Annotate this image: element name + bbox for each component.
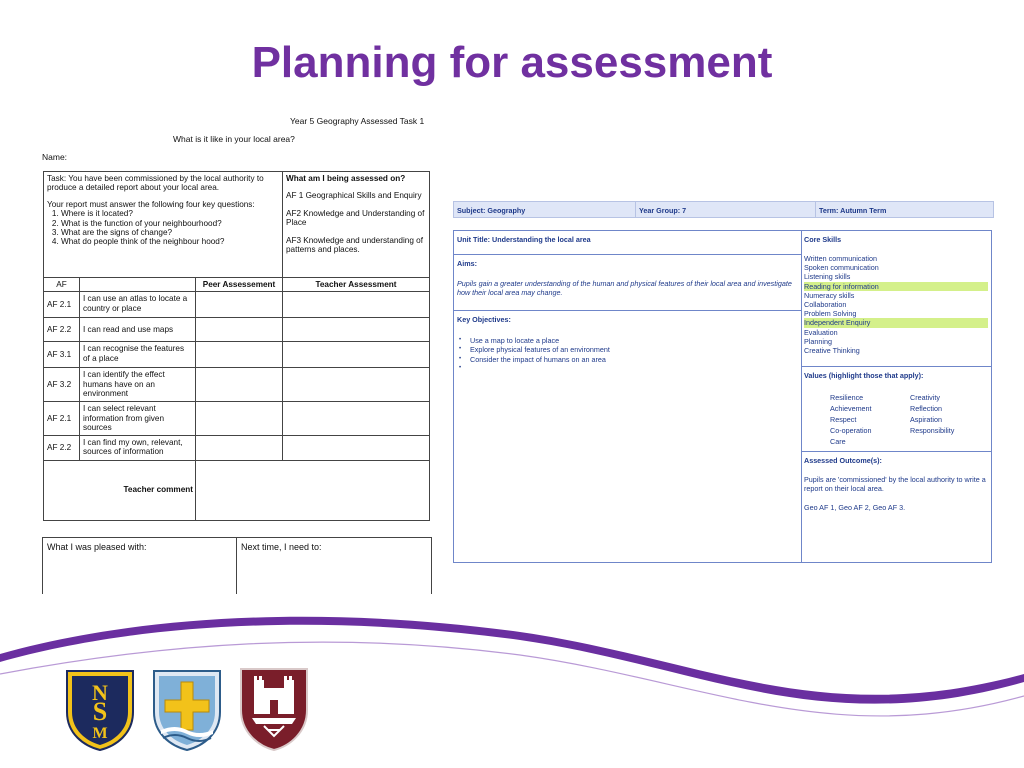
criteria-item: AF2 Knowledge and Understanding of Place — [286, 208, 425, 228]
peer-cell[interactable] — [196, 342, 283, 368]
af-header: AF — [44, 278, 80, 292]
values-section — [801, 366, 991, 451]
feedback-box — [42, 537, 432, 594]
statement: I can recognise the features of a place — [80, 342, 196, 368]
core-skills-list — [804, 254, 988, 355]
value-item: Aspiration — [910, 415, 942, 424]
value-item: Achievement — [830, 404, 872, 413]
core-skill-item: Spoken communication — [804, 263, 879, 273]
teacher-cell[interactable] — [283, 342, 430, 368]
objectives-list — [457, 336, 798, 364]
teacher-header: Teacher Assessment — [283, 278, 430, 292]
key-questions-list — [47, 209, 279, 247]
term: Term: Autumn Term — [819, 206, 887, 215]
assessment-table — [43, 171, 430, 521]
objective-item: • Use a map to locate a place — [457, 336, 798, 345]
outcome-label: Assessed Outcome(s): — [804, 456, 882, 465]
aims-section — [454, 254, 801, 310]
svg-text:N: N — [92, 680, 108, 705]
next-time-field[interactable] — [237, 538, 326, 594]
af-code: AF 3.1 — [44, 342, 80, 368]
teacher-comment-row — [44, 460, 430, 520]
statement: I can use an atlas to locate a country or place — [80, 292, 196, 318]
task-description — [44, 172, 283, 278]
aims-text: Pupils gain a greater understanding of the human and physical features of their local area and investigate how their local area may change. — [457, 279, 792, 297]
nsm-crest-icon — [64, 668, 136, 752]
criteria-item: AF 1 Geographical Skills and Enquiry — [286, 191, 422, 201]
peer-cell[interactable] — [196, 435, 283, 460]
statement: I can select relevant information from given sources — [80, 402, 196, 435]
table-row — [44, 318, 430, 342]
core-skill-item: Written communication — [804, 254, 877, 263]
name-label: Name: — [42, 152, 68, 162]
castle-crest-icon — [238, 666, 310, 752]
af-code: AF 2.1 — [44, 402, 80, 435]
core-skill-item: Collaboration — [804, 300, 847, 310]
teacher-cell[interactable] — [283, 318, 430, 342]
peer-cell[interactable] — [196, 368, 283, 402]
core-skills-section — [801, 231, 991, 366]
statement: I can find my own, relevant, sources of information — [80, 435, 196, 460]
core-skill-item: Evaluation — [804, 327, 838, 337]
core-skill-item: Creative Thinking — [804, 346, 860, 356]
peer-cell[interactable] — [196, 402, 283, 435]
values-grid — [830, 392, 988, 447]
task-sheet-title: Year 5 Geography Assessed Task 1 — [290, 116, 425, 126]
unit-plan-body — [453, 230, 992, 563]
criteria-item: AF3 Knowledge and understanding of patterns and places. — [286, 235, 424, 255]
statement-header — [80, 278, 196, 292]
teacher-cell[interactable] — [283, 435, 430, 460]
table-row — [44, 368, 430, 402]
core-skill-item: Numeracy skills — [804, 290, 855, 300]
table-row — [44, 342, 430, 368]
key-question: 3. What are the signs of change? — [61, 228, 279, 237]
objective-item: • Consider the impact of humans on an area — [457, 355, 798, 364]
values-label: Values (highlight those that apply): — [804, 371, 924, 380]
core-skill-item: Reading for information — [804, 282, 988, 291]
table-row — [44, 292, 430, 318]
objectives-label: Key Objectives: — [457, 315, 511, 324]
teacher-comment-field[interactable] — [196, 460, 430, 520]
teacher-cell[interactable] — [283, 402, 430, 435]
value-item: Reflection — [910, 404, 942, 413]
pleased-with-field[interactable] — [43, 538, 237, 594]
teacher-cell[interactable] — [283, 292, 430, 318]
core-skill-item: Problem Solving — [804, 309, 857, 319]
af-code: AF 2.1 — [44, 292, 80, 318]
value-item: Responsibility — [910, 426, 955, 435]
outcome-text: Pupils are 'commissioned' by the local authority to write a report on their local area. — [804, 475, 986, 494]
key-question: 4. What do people think of the neighbour hood? — [61, 237, 279, 246]
key-question: 1. Where is it located? — [61, 209, 279, 218]
unit-plan-right-column — [801, 231, 991, 562]
value-item: Respect — [830, 415, 857, 424]
value-item: Creativity — [910, 393, 940, 402]
unit-title: Unit Title: Understanding the local area — [457, 235, 591, 244]
task-instruction: Your report must answer the following four key questions: — [47, 199, 255, 209]
peer-cell[interactable] — [196, 292, 283, 318]
af-code: AF 2.2 — [44, 318, 80, 342]
outcome-afs: Geo AF 1, Geo AF 2, Geo AF 3. — [804, 503, 906, 513]
value-item: Care — [830, 437, 846, 446]
aims-label: Aims: — [457, 259, 477, 268]
value-item: Resilience — [830, 393, 864, 402]
task-intro: Task: You have been commissioned by the local authority to produce a detailed report about your local area. — [47, 174, 264, 193]
objectives-section — [454, 310, 801, 562]
af-code: AF 3.2 — [44, 368, 80, 402]
assessment-criteria-heading: What am I being assessed on? — [286, 174, 406, 183]
peer-cell[interactable] — [196, 318, 283, 342]
objective-item: • Explore physical features of an environment — [457, 345, 798, 354]
core-skill-item: Listening skills — [804, 272, 851, 282]
key-question: 2. What is the function of your neighbourhood? — [61, 219, 279, 228]
statement: I can identify the effect humans have on an environment — [80, 368, 196, 402]
next-time-label: Next time, I need to: — [241, 542, 322, 552]
subject: Subject: Geography — [454, 202, 636, 217]
pleased-with-label: What I was pleased with: — [47, 542, 147, 552]
teacher-comment-label: Teacher comment — [44, 460, 196, 520]
value-item: Co-operation — [830, 426, 872, 435]
core-skill-item: Independent Enquiry — [804, 318, 988, 327]
year-group: Year Group: 7 — [636, 202, 816, 217]
svg-text:S: S — [92, 697, 108, 726]
table-row — [44, 435, 430, 460]
unit-plan-header — [453, 201, 994, 218]
af-code: AF 2.2 — [44, 435, 80, 460]
outcome-section — [801, 451, 991, 562]
unit-plan-left-column — [454, 231, 802, 562]
table-row — [44, 402, 430, 435]
svg-text:M: M — [92, 725, 108, 742]
statement: I can read and use maps — [80, 318, 196, 342]
peer-header: Peer Assessement — [196, 278, 283, 292]
teacher-cell[interactable] — [283, 368, 430, 402]
slide-title: Planning for assessment — [251, 38, 773, 87]
cross-crest-icon — [151, 668, 223, 752]
assessment-criteria — [283, 172, 430, 278]
core-skills-label: Core Skills — [804, 235, 842, 244]
core-skill-item: Planning — [804, 336, 832, 346]
task-sheet-question: What is it like in your local area? — [173, 134, 295, 144]
